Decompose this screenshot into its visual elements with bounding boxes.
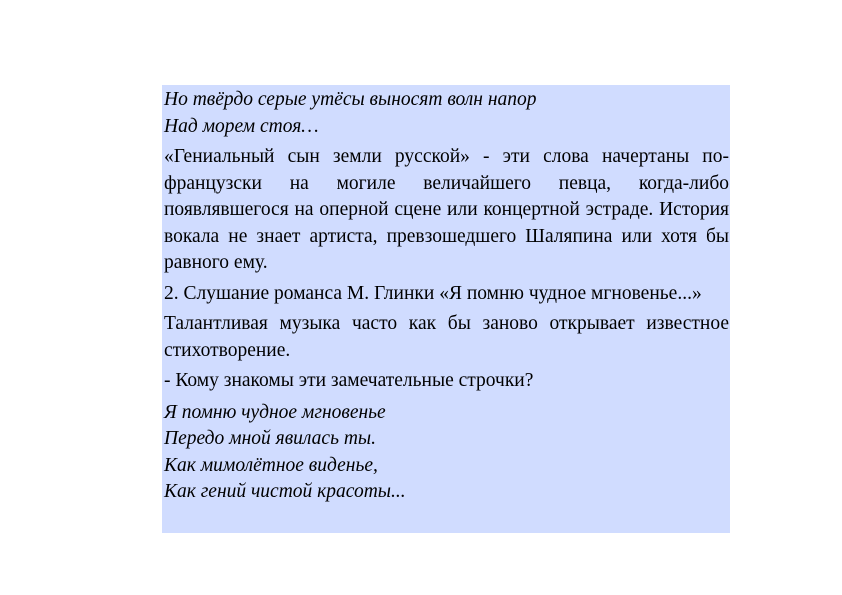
poem2-line-1: Я помню чудное мгновенье (164, 401, 386, 423)
paragraph-chaliapin: «Гениальный сын земли русской» - эти слова начертаны по-французски на могиле величайшего певца, когда-либо появлявшегося на оперной сцене или концертной эстраде. История вокала не знает артиста, превзошедшего Шаляпина или хотя бы равного ему. (164, 146, 729, 273)
poem1-line-1: Но твёрдо серые утёсы выносят волн напор (164, 89, 537, 110)
poem1-line-2: Над морем стоя… (164, 115, 319, 137)
poem2-line-4: Как гений чистой красоты... (164, 481, 406, 502)
paragraph-music: Талантливая музыка часто как бы заново открывает известное стихотворение. (164, 313, 729, 361)
slide-text-box (162, 85, 730, 533)
poem2-line-3: Как мимолётное виденье, (164, 454, 378, 476)
paragraph-question: - Кому знакомы эти замечательные строчки? (164, 370, 534, 391)
poem2-line-2: Передо мной явилась ты. (164, 428, 376, 449)
paragraph-listening: 2. Слушание романса М. Глинки «Я помню чудное мгновенье...» (164, 282, 702, 304)
